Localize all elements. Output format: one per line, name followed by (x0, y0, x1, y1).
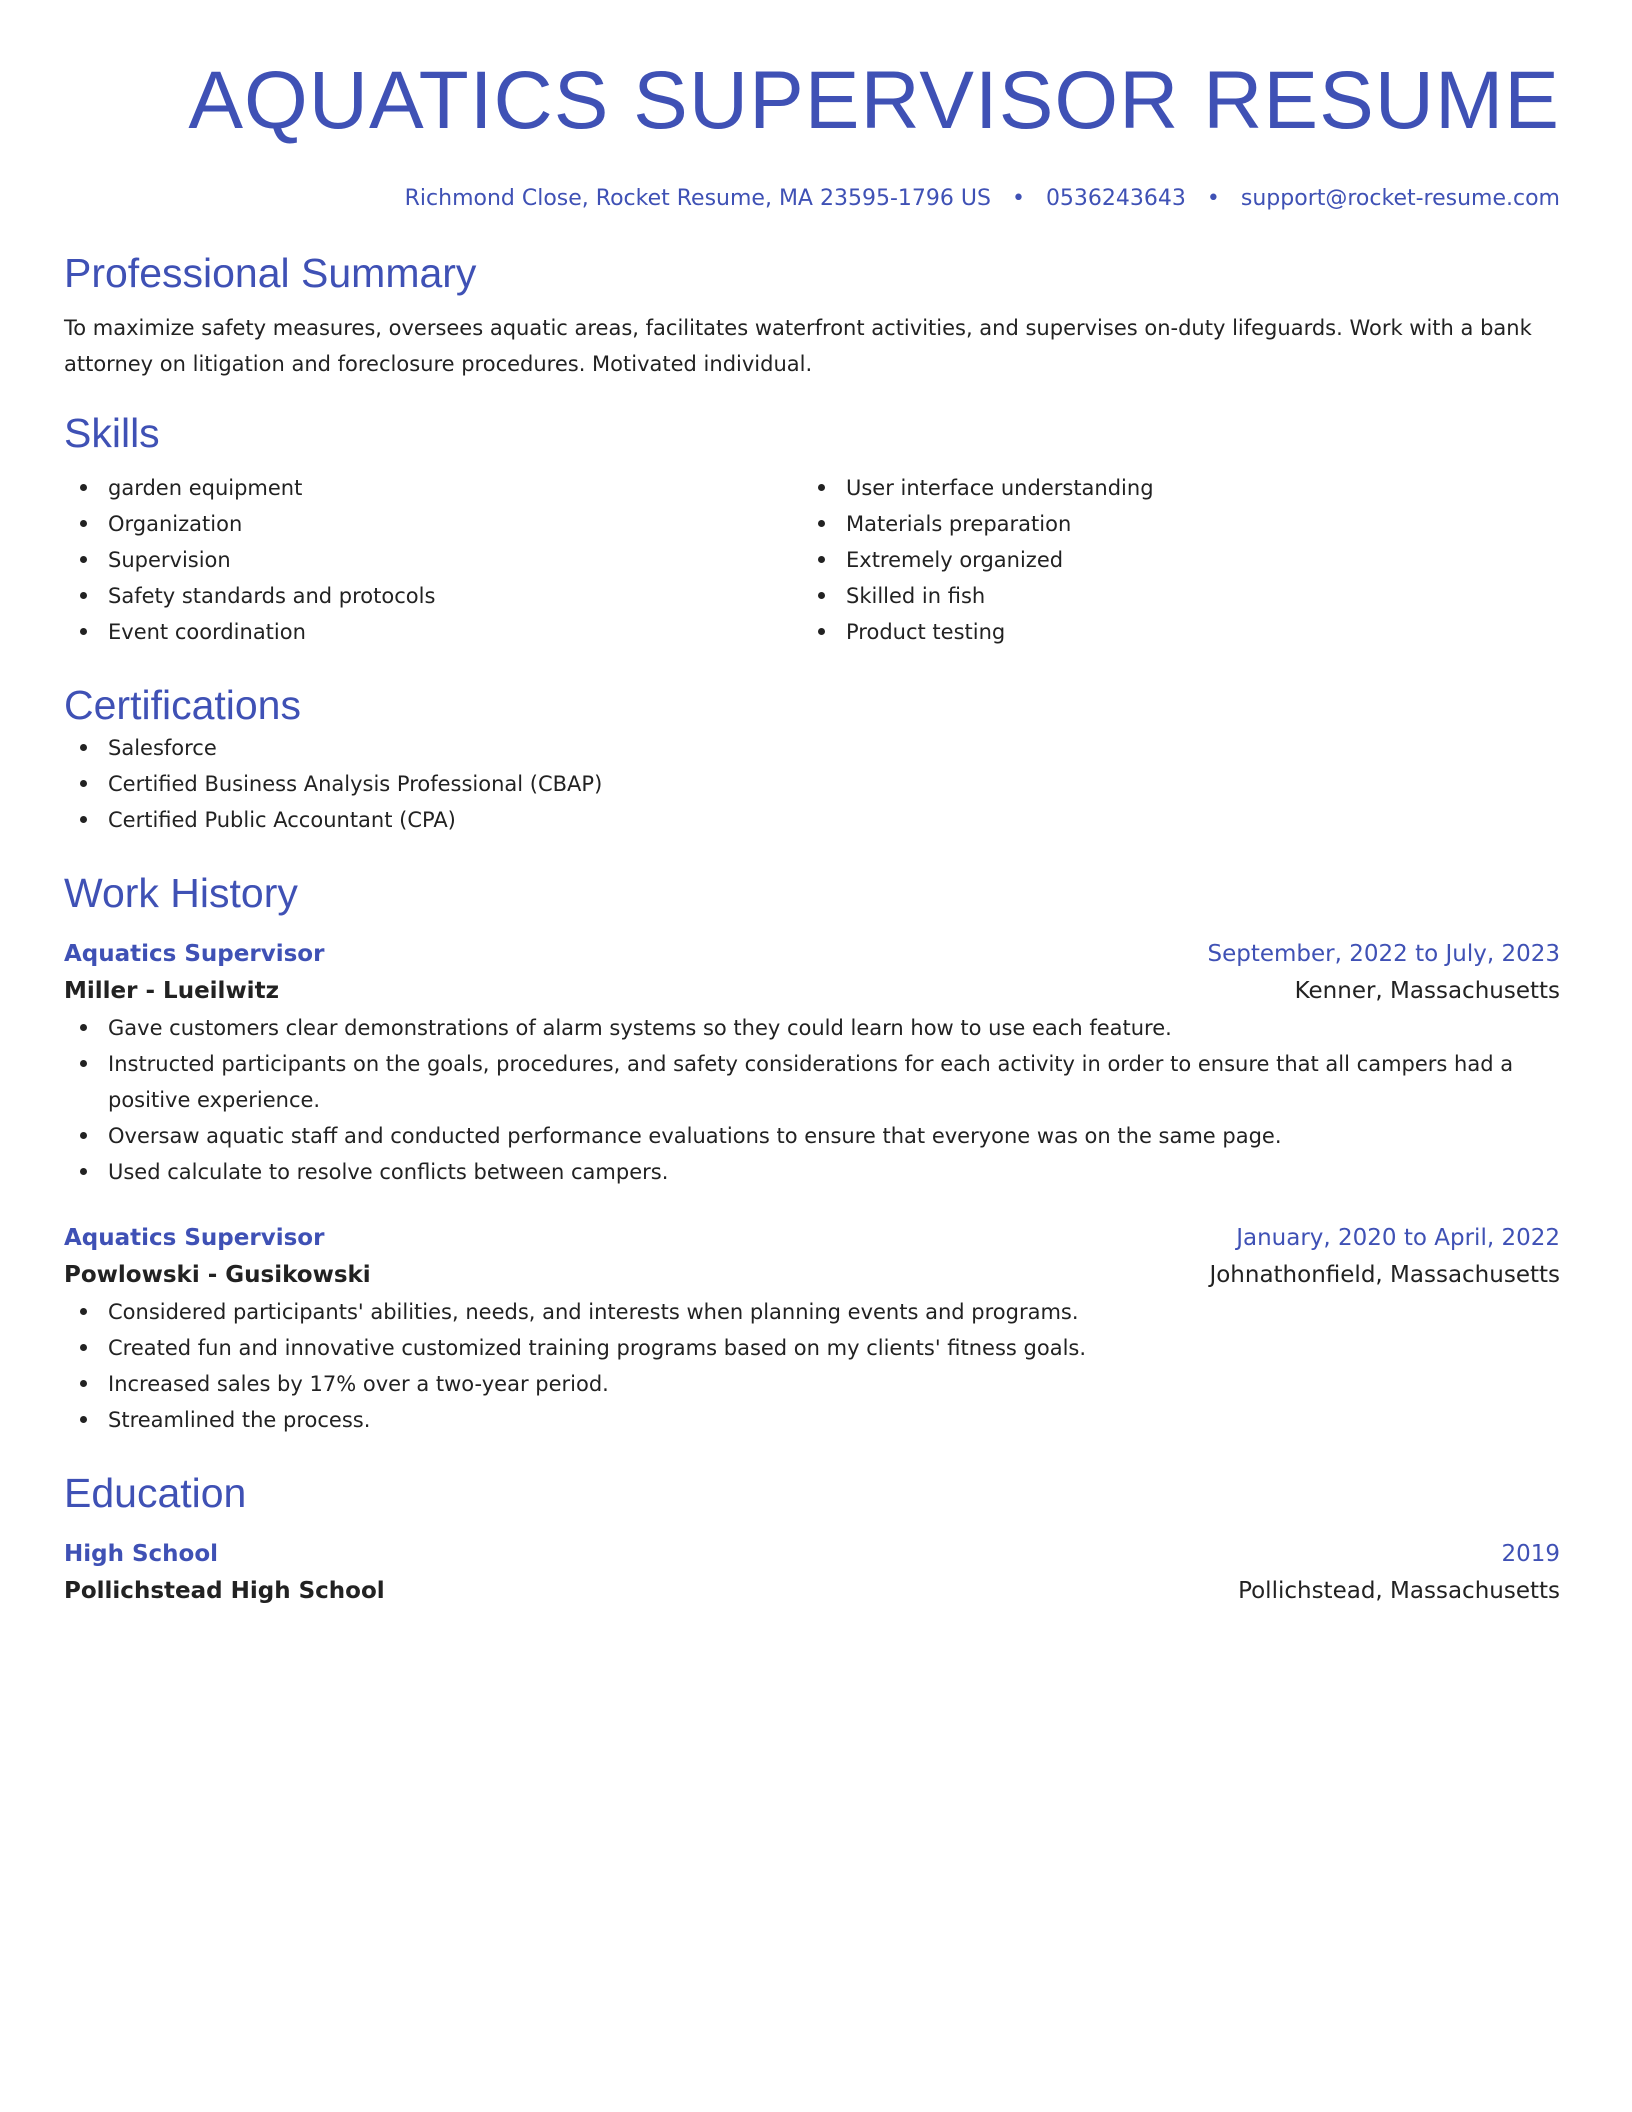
certification-label: Certified Public Accountant (CPA) (108, 808, 456, 832)
skill-item (64, 506, 802, 542)
job-duty-item (64, 1010, 1560, 1046)
bullet-icon (818, 556, 825, 563)
education-location: Pollichstead, Massachusetts (1238, 1578, 1560, 1604)
job-duty-item (64, 1330, 1560, 1366)
job-header-row (64, 936, 1560, 972)
job-header-row (64, 1220, 1560, 1256)
job-duty-item (64, 1118, 1560, 1154)
job-duty-text: Used calculate to resolve conflicts between campers. (108, 1160, 669, 1184)
skill-label: garden equipment (108, 476, 303, 500)
summary-heading: Professional Summary (64, 250, 477, 296)
bullet-icon (80, 484, 87, 491)
job-dates: September, 2022 to July, 2023 (1207, 941, 1560, 967)
job-location: Johnathonfield, Massachusetts (1209, 1262, 1560, 1288)
bullet-icon (80, 1308, 87, 1315)
contact-line (64, 184, 1560, 214)
skill-label: Safety standards and protocols (108, 584, 436, 608)
bullet-icon (80, 520, 87, 527)
bullet-icon (80, 1168, 87, 1175)
job-duty-item (64, 1294, 1560, 1330)
job-duty-item (64, 1366, 1560, 1402)
certification-label: Salesforce (108, 736, 217, 760)
bullet-icon (80, 556, 87, 563)
education-entry (64, 1536, 1560, 1610)
job-company: Miller - Lueilwitz (64, 978, 279, 1004)
certifications-heading: Certifications (64, 682, 301, 728)
summary-text: To maximize safety measures, oversees aquatic areas, facilitates waterfront activities, and supervises on-duty lifeguards. Work with a bank attorney on litigation and foreclosure procedures. Motivated individual. (64, 316, 1532, 376)
bullet-icon (80, 1344, 87, 1351)
job-company: Powlowski - Gusikowski (64, 1262, 371, 1288)
contact-separator: • (1011, 186, 1025, 211)
job-duty-text: Increased sales by 17% over a two-year period. (108, 1372, 609, 1396)
bullet-icon (80, 1380, 87, 1387)
skills-list-left (64, 470, 802, 650)
skills-list-right (802, 470, 1540, 650)
job-title: Aquatics Supervisor (64, 941, 325, 967)
skill-item (64, 542, 802, 578)
certification-item (64, 766, 1560, 802)
contact-address: Richmond Close, Rocket Resume, MA 23595-1796 US (404, 186, 991, 211)
skill-label: Organization (108, 512, 243, 536)
skill-item (64, 578, 802, 614)
skills-grid (64, 470, 1560, 650)
bullet-icon (818, 628, 825, 635)
certification-item (64, 802, 1560, 838)
bullet-icon (80, 1024, 87, 1031)
job-duty-item (64, 1046, 1560, 1118)
job-dates: January, 2020 to April, 2022 (1236, 1225, 1560, 1251)
education-degree: High School (64, 1541, 219, 1567)
bullet-icon (818, 592, 825, 599)
skill-label: Event coordination (108, 620, 306, 644)
education-year: 2019 (1501, 1541, 1560, 1567)
skill-label: Extremely organized (846, 548, 1064, 572)
education-header-row (64, 1536, 1560, 1572)
skills-column-left (64, 470, 802, 650)
job-duty-text: Gave customers clear demonstrations of alarm systems so they could learn how to use each feature. (108, 1016, 1172, 1040)
job-company-row (64, 972, 1560, 1010)
education-school: Pollichstead High School (64, 1578, 385, 1604)
skill-label: Skilled in fish (846, 584, 986, 608)
bullet-icon (818, 520, 825, 527)
skill-item (64, 614, 802, 650)
bullet-icon (80, 1132, 87, 1139)
skill-label: Materials preparation (846, 512, 1072, 536)
bullet-icon (80, 592, 87, 599)
certification-item (64, 730, 1560, 766)
certifications-list (64, 730, 1560, 838)
contact-separator: • (1206, 186, 1220, 211)
bullet-icon (80, 780, 87, 787)
job-location: Kenner, Massachusetts (1294, 978, 1560, 1004)
bullet-icon (80, 816, 87, 823)
education-heading: Education (64, 1470, 247, 1516)
resume-page (64, 52, 1560, 1610)
skill-item (802, 542, 1540, 578)
skill-item (802, 470, 1540, 506)
education-school-row (64, 1572, 1560, 1610)
bullet-icon (80, 744, 87, 751)
job-title: Aquatics Supervisor (64, 1225, 325, 1251)
job-duties-list (64, 1010, 1560, 1190)
certification-label: Certified Business Analysis Professional (CBAP) (108, 772, 603, 796)
job-duties-list (64, 1294, 1560, 1438)
skill-label: Product testing (846, 620, 1006, 644)
bullet-icon (80, 1416, 87, 1423)
job-duty-item (64, 1154, 1560, 1190)
work-history-heading: Work History (64, 870, 298, 916)
bullet-icon (818, 484, 825, 491)
job-duty-text: Created fun and innovative customized training programs based on my clients' fitness goals. (108, 1336, 1087, 1360)
skill-item (802, 578, 1540, 614)
job-entry (64, 1220, 1560, 1438)
skill-label: User interface understanding (846, 476, 1154, 500)
bullet-icon (80, 628, 87, 635)
resume-title: AQUATICS SUPERVISOR RESUME (188, 55, 1560, 146)
skill-label: Supervision (108, 548, 231, 572)
skill-item (802, 506, 1540, 542)
job-duty-text: Instructed participants on the goals, procedures, and safety considerations for each activity in order to ensure that all campers had a positive experience. (108, 1052, 1514, 1112)
skills-heading: Skills (64, 410, 160, 456)
contact-email[interactable]: support@rocket-resume.com (1240, 186, 1560, 211)
job-duty-text: Oversaw aquatic staff and conducted performance evaluations to ensure that everyone was on the same page. (108, 1124, 1282, 1148)
job-company-row (64, 1256, 1560, 1294)
job-duty-item (64, 1402, 1560, 1438)
skills-column-right (802, 470, 1540, 650)
bullet-icon (80, 1060, 87, 1067)
skill-item (64, 470, 802, 506)
contact-phone[interactable]: 0536243643 (1045, 186, 1186, 211)
job-duty-text: Considered participants' abilities, needs, and interests when planning events and programs. (108, 1300, 1079, 1324)
job-duty-text: Streamlined the process. (108, 1408, 371, 1432)
job-entry (64, 936, 1560, 1190)
skill-item (802, 614, 1540, 650)
